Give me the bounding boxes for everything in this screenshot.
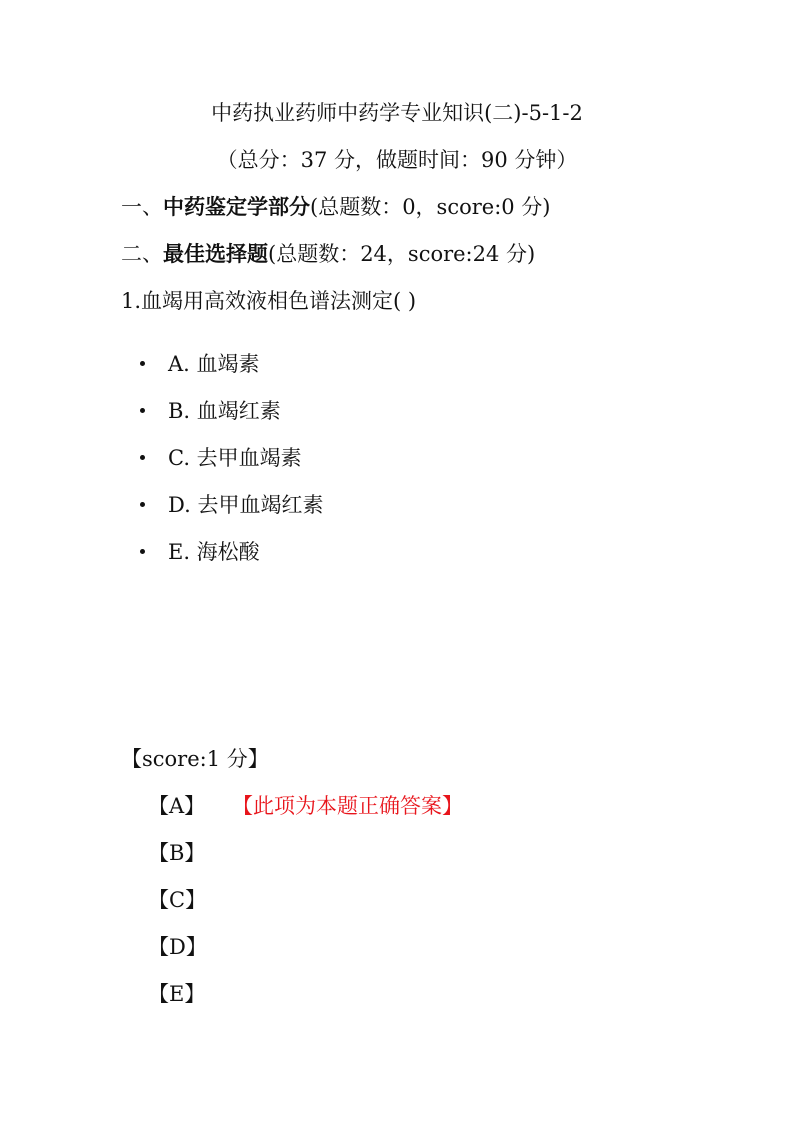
answer-key: 【A】 bbox=[148, 794, 206, 818]
bullet-icon bbox=[140, 455, 145, 460]
bullet-icon bbox=[140, 361, 145, 366]
section-info: (总题数：24，score:24 分) bbox=[268, 242, 536, 266]
answer-list bbox=[148, 792, 463, 1027]
option-label: D. 去甲血竭红素 bbox=[168, 493, 324, 517]
document-subtitle: （总分：37 分，做题时间：90 分钟） bbox=[216, 148, 578, 172]
option-label: E. 海松酸 bbox=[168, 540, 260, 564]
answer-key: 【B】 bbox=[148, 841, 206, 865]
correct-answer-note: 【此项为本题正确答案】 bbox=[232, 794, 463, 818]
answer-row-c bbox=[148, 886, 207, 933]
answer-row-e bbox=[148, 980, 207, 1027]
bullet-icon bbox=[140, 502, 145, 507]
answer-row-b bbox=[148, 839, 207, 886]
section-heading bbox=[121, 193, 551, 221]
answer-key: 【E】 bbox=[148, 982, 206, 1006]
option-label: C. 去甲血竭素 bbox=[168, 446, 302, 470]
document-title: 中药执业药师中药学专业知识(二)-5-1-2 bbox=[211, 101, 583, 125]
option-label: B. 血竭红素 bbox=[168, 399, 281, 423]
section-heading bbox=[121, 240, 535, 268]
answer-key: 【C】 bbox=[148, 888, 207, 912]
section-prefix: 一、 bbox=[121, 195, 163, 219]
option-label: A. 血竭素 bbox=[168, 352, 260, 376]
section-title: 中药鉴定学部分 bbox=[163, 194, 310, 219]
answer-key: 【D】 bbox=[148, 935, 207, 959]
question-text: 1.血竭用高效液相色谱法测定( ) bbox=[121, 289, 417, 313]
question-score: 【score:1 分】 bbox=[121, 747, 269, 771]
section-info: (总题数：0，score:0 分) bbox=[310, 195, 551, 219]
section-prefix: 二、 bbox=[121, 242, 163, 266]
answer-row-a bbox=[148, 792, 463, 839]
bullet-icon bbox=[140, 408, 145, 413]
answer-row-d bbox=[148, 933, 207, 980]
section-title: 最佳选择题 bbox=[163, 241, 268, 266]
bullet-icon bbox=[140, 549, 145, 554]
